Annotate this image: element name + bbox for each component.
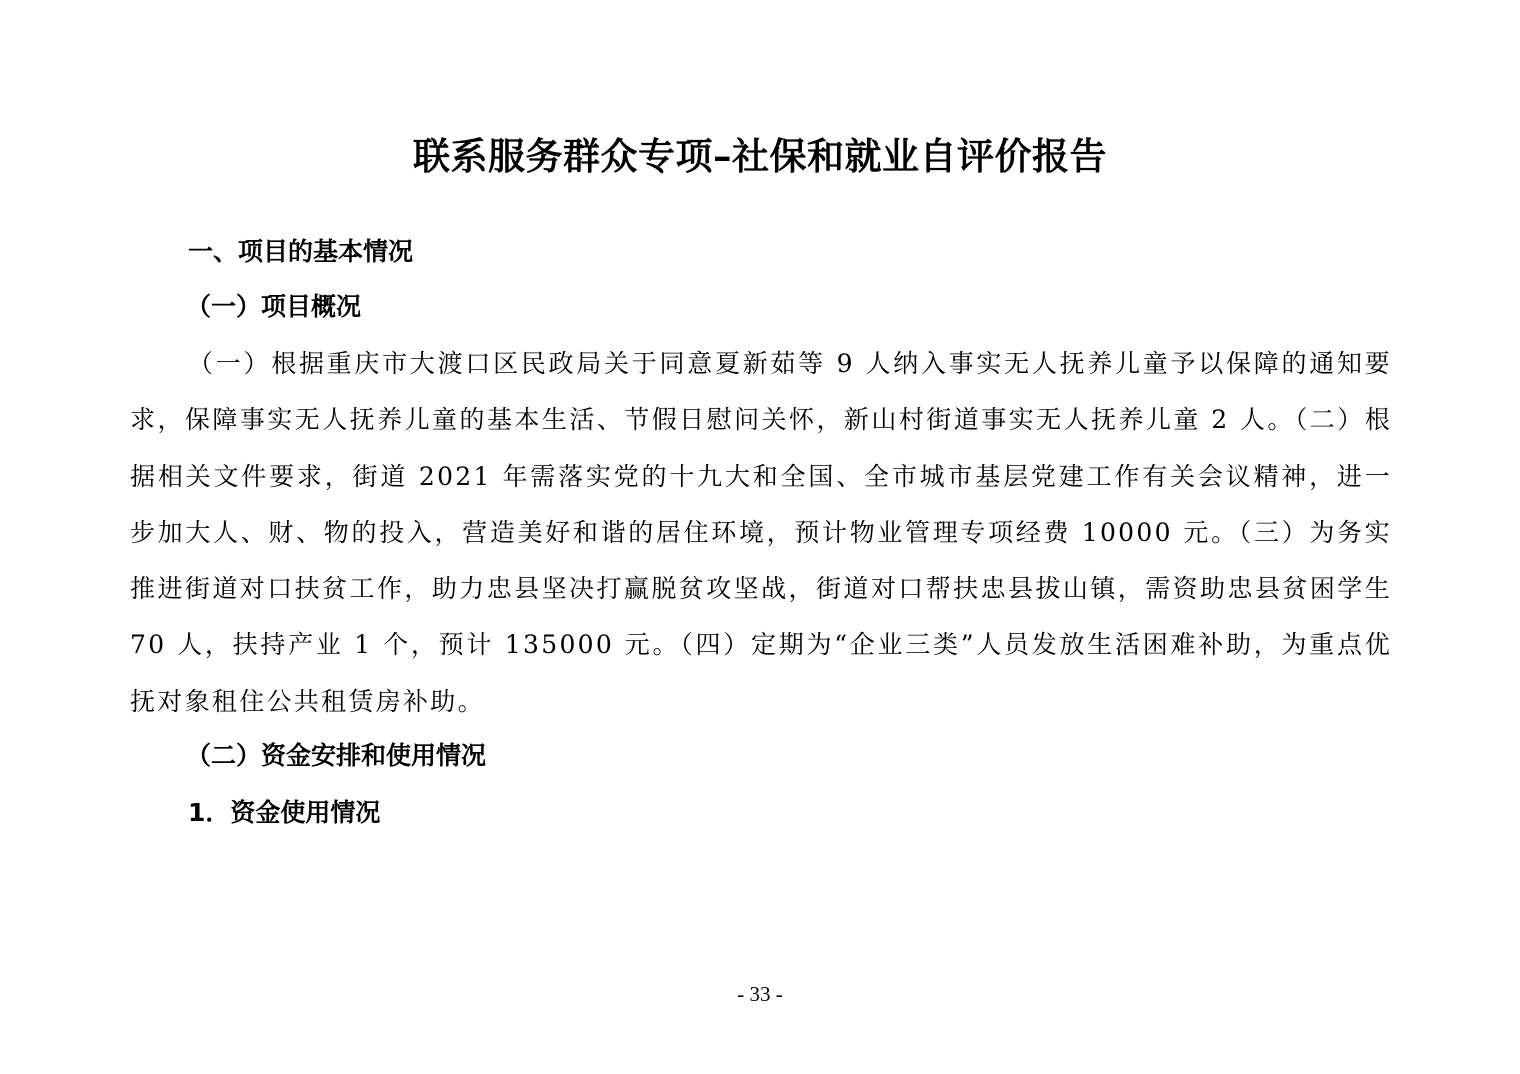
item-heading: 1．资金使用情况	[188, 798, 381, 827]
subsection-heading: （一）项目概况	[186, 292, 362, 321]
document-title: 联系服务群众专项–社保和就业自评价报告	[413, 134, 1107, 178]
page-number: - 33 -	[737, 982, 783, 1006]
section-heading: 一、项目的基本情况	[188, 237, 414, 266]
body-paragraph: （一）根据重庆市大渡口区民政局关于同意夏新茹等 9 人纳入事实无人抚养儿童予以保障的通知要求，保障事实无人抚养儿童的基本生活、节假日慰问关怀，新山村街道事实无人抚养儿童 2 人。（二）根据相关文件要求，街道 2021 年需落实党的十九大和全国、全市城市基层党建工作有关会议精神，进一步加大人、财、物的投入，营造美好和谐的居住环境，预计物业管理专项经费 10000 元。（三）为务实推进街道对口扶贫工作，助力忠县坚决打赢脱贫攻坚战，街道对口帮扶忠县拔山镇，需资助忠县贫困学生 70 人，扶持产业 1 个，预计 135000 元。（四）定期为“企业三类”人员发放生活困难补助，为重点优抚对象租住公共租赁房补助。	[130, 349, 1392, 716]
subsection-heading: （二）资金安排和使用情况	[186, 741, 487, 770]
